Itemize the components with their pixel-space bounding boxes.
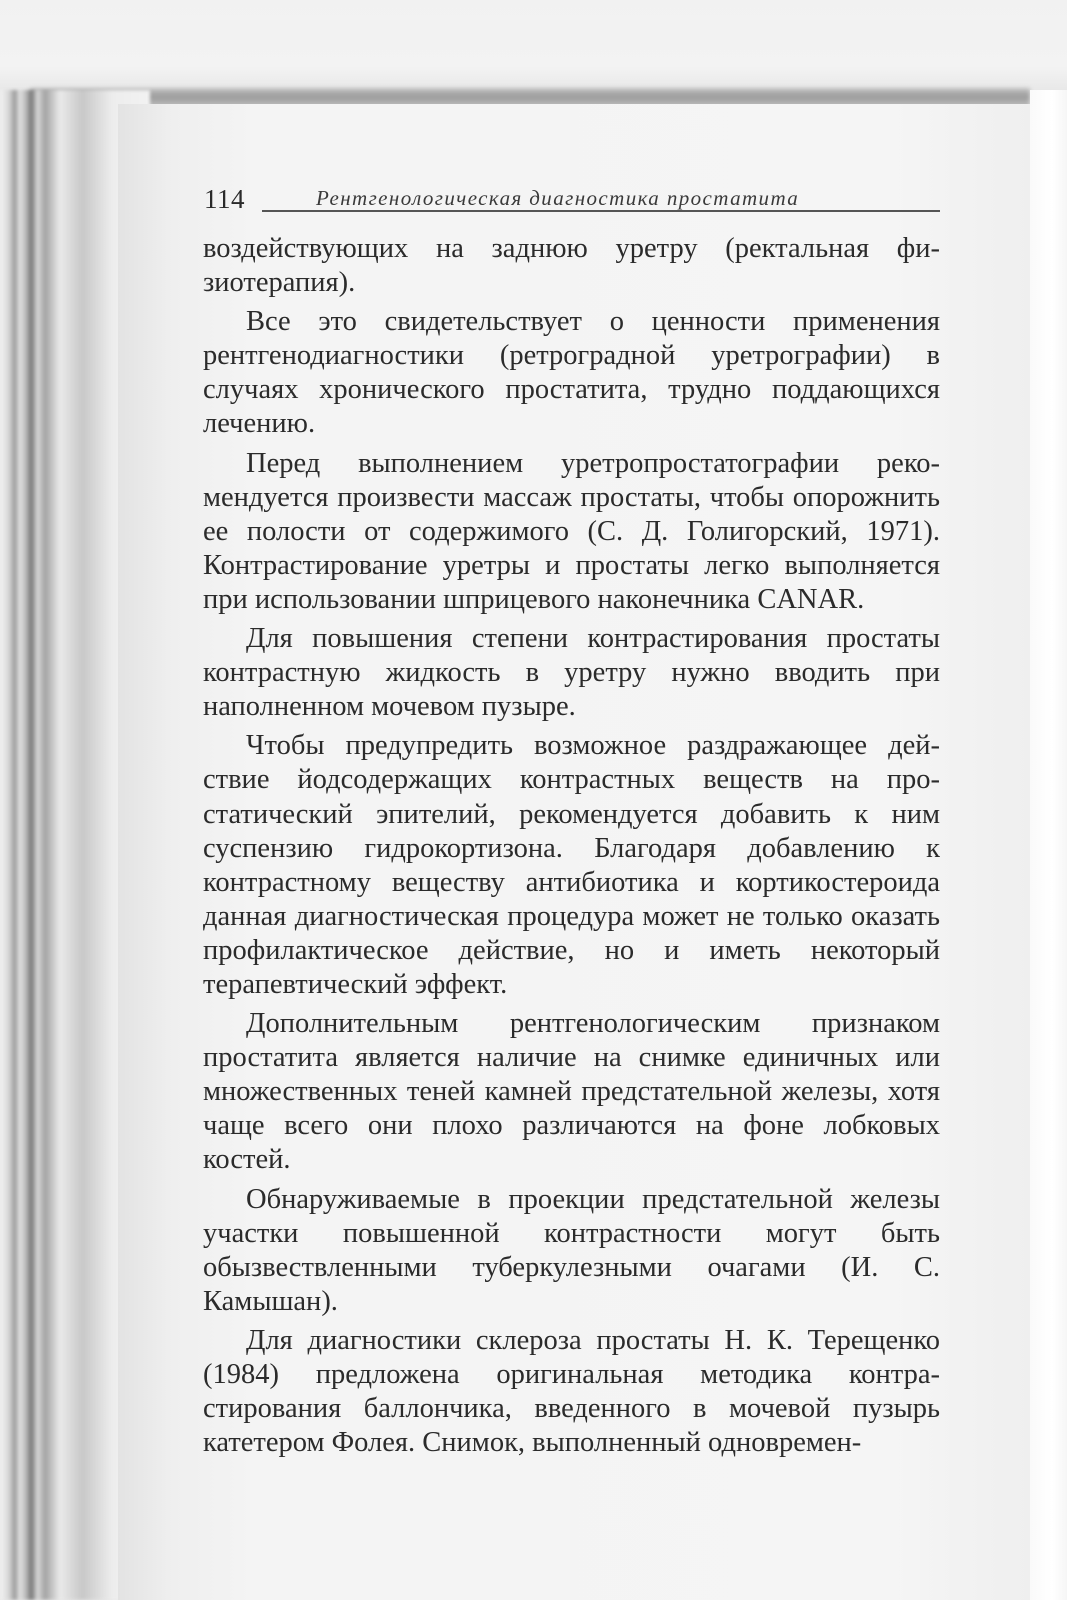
scan-background-top <box>0 0 1067 95</box>
running-header <box>204 176 940 216</box>
page-text <box>203 232 940 1465</box>
page-right-margin <box>1030 90 1067 1600</box>
paragraph: Чтобы предупредить возможное раздражающее действие йодсодержащих контрастных веществ на простатический эпителий, рекомендуется добавить к ним суспензию гидрокортизона. Благодаря добавлению к контрастному веществу антибиотика и кортикостероида данная диагностическая процедура может не только оказать профилактическое действие, но и иметь некоторый терапевтический эффект. <box>203 730 940 1000</box>
paragraph: Перед выполнением уретропростатографии рекомендуется произвести массаж простаты, чтобы опорожнить ее полости от содержимого (С. Д. Голигорский, 1971). Контрастирование уретры и простаты легко выполняется при использовании шприцевого наконечника CANAR. <box>203 447 940 615</box>
paragraph: Все это свидетельствует о ценности применения рентгенодиагностики (ретроградной уретрографии) в случаях хронического простатита, трудно поддающихся лечению. <box>203 306 940 440</box>
page-number: 114 <box>204 184 245 214</box>
paragraph: Для диагностики склероза простаты Н. К. Терещенко (1984) предложена оригинальная методика контрастирования баллончика, введенного в мочевой пузырь катетером Фолея. Снимок, выполненный одновремен- <box>203 1324 940 1459</box>
paragraph: Для повышения степени контрастирования простаты контрастную жидкость в уретру нужно вводить при наполненном мочевом пузыре. <box>203 623 940 723</box>
running-title: Рентгенологическая диагностика простатита <box>316 186 800 210</box>
paragraph: Обнаруживаемые в проекции предстательной железы участки повышенной контрастности могут быть обызвествленными туберкулезными очагами (И. С. Камышан). <box>203 1183 940 1317</box>
paragraph-continuation: воздействующих на заднюю уретру (ректальная физиотерапия). <box>203 233 940 299</box>
paragraph: Дополнительным рентгенологическим признаком простатита является наличие на снимке единичных или множественных теней камней предстательной железы, хотя чаще всего они плохо различаются на фоне лобковых костей. <box>203 1008 940 1176</box>
